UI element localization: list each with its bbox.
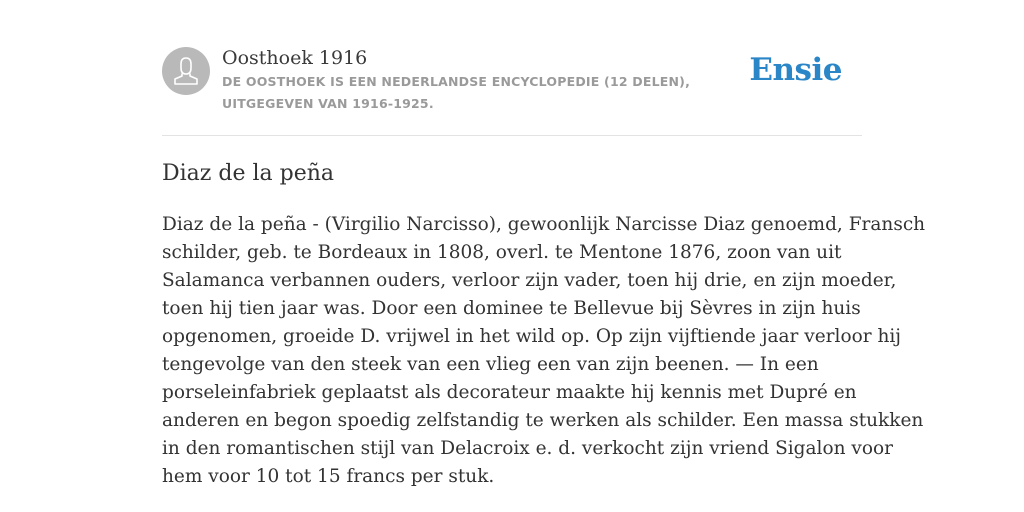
divider — [162, 135, 862, 136]
entry-body-line: tengevolge van den steek van een vlieg een van zijn beenen. — In een — [162, 354, 819, 375]
entry-body-line: Salamanca verbannen ouders, verloor zijn vader, toen hij drie, en zijn moeder, — [162, 270, 897, 291]
entry-body-line: anderen en begon spoedig zelfstandig te werken als schilder. Een massa stukken — [162, 410, 924, 431]
entry-body-line: toen hij tien jaar was. Door een dominee te Bellevue bij Sèvres in zijn huis — [162, 298, 861, 319]
source-title[interactable]: Oosthoek 1916 — [222, 47, 368, 69]
entry-body-line: in den romantischen stijl van Delacroix e. d. verkocht zijn vriend Sigalon voor — [162, 438, 893, 459]
entry-body-line: Diaz de la peña - (Virgilio Narcisso), gewoonlijk Narcisse Diaz genoemd, Fransch — [162, 214, 926, 235]
entry-body — [162, 211, 926, 491]
brand-logo-link[interactable]: Ensie — [749, 52, 842, 88]
entry-body-line: porseleinfabriek geplaatst als decorateur maakte hij kennis met Dupré en — [162, 382, 857, 403]
entry-body-line: opgenomen, groeide D. vrijwel in het wild op. Op zijn vijftiende jaar verloor hij — [162, 326, 902, 347]
entry-body-line: hem voor 10 tot 15 francs per stuk. — [162, 466, 495, 487]
entry-title: Diaz de la peña — [162, 161, 335, 186]
entry-body-line: schilder, geb. te Bordeaux in 1808, overl. te Mentone 1876, zoon van uit — [162, 242, 842, 263]
user-avatar-icon — [162, 47, 210, 95]
source-header — [162, 44, 862, 116]
source-description: DE OOSTHOEK IS EEN NEDERLANDSE ENCYCLOPEDIE (12 DELEN), UITGEGEVEN VAN 1916-1925. — [222, 74, 691, 111]
